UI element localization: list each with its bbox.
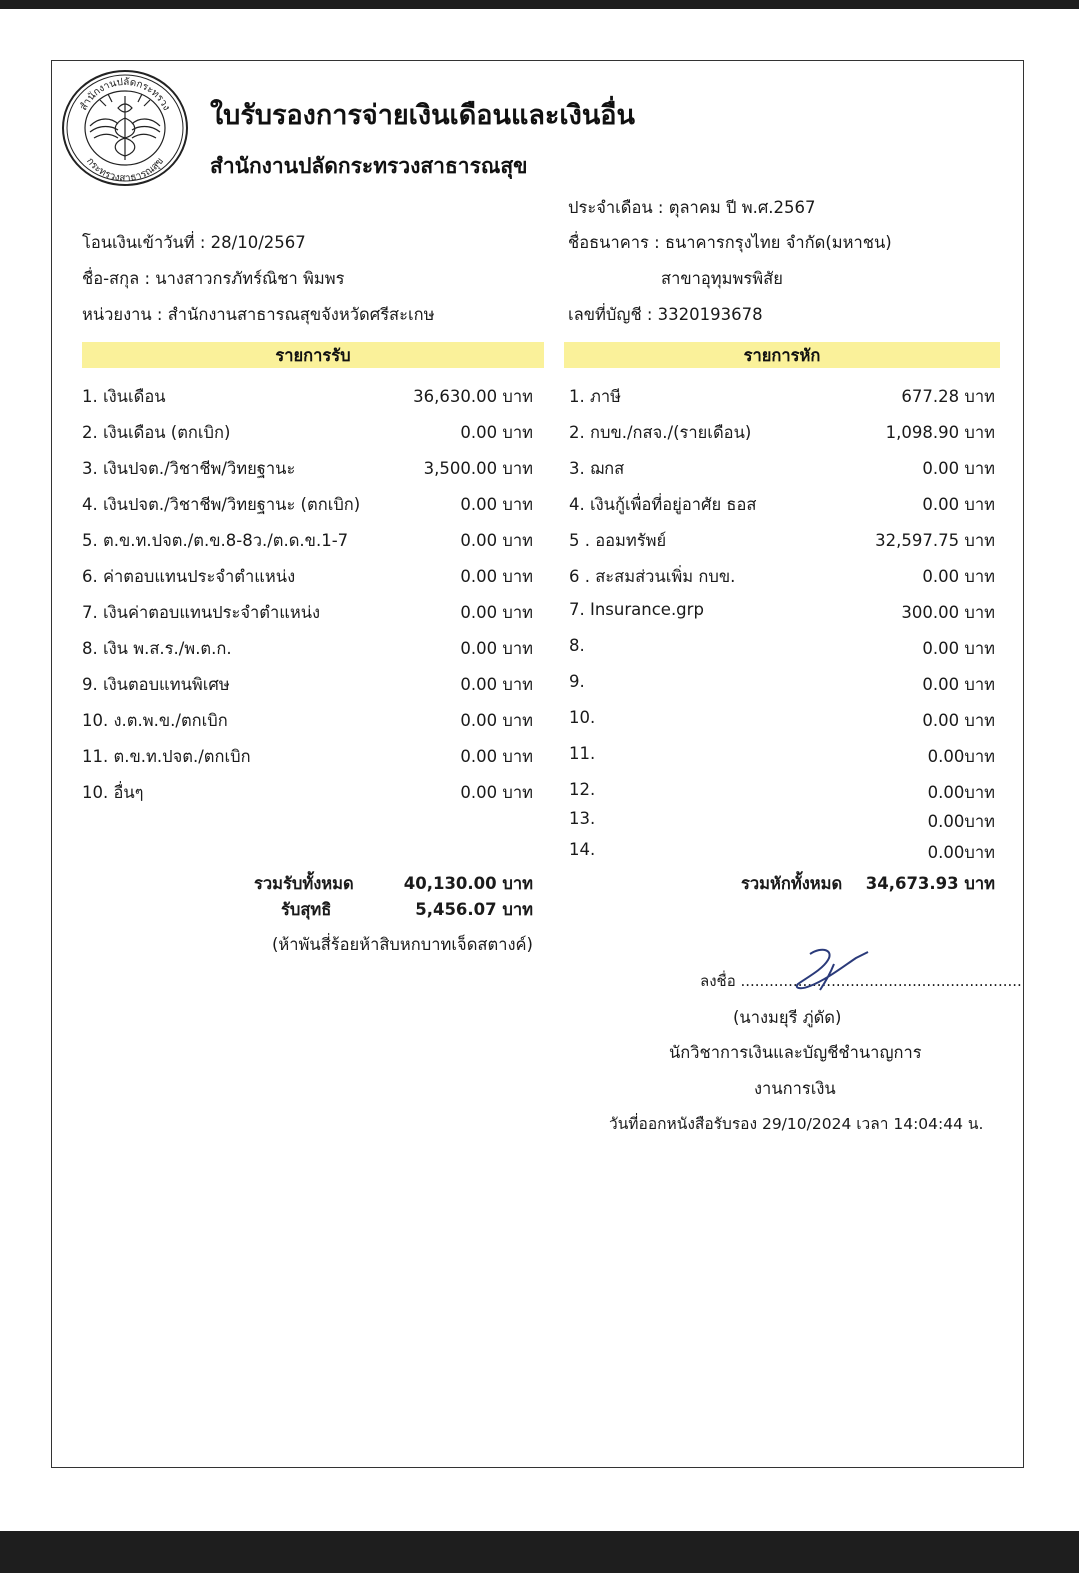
- deduction-item-label: 13.: [569, 809, 596, 828]
- deduction-row: [569, 780, 995, 810]
- income-item-label: 9. เงินตอบแทนพิเศษ: [82, 675, 230, 694]
- income-item-label: 2. เงินเดือน (ตกเบิก): [82, 423, 231, 442]
- deduction-item-label: 14.: [569, 840, 596, 859]
- deduction-row: [569, 564, 995, 594]
- sign-line: ลงชื่อ ...........................................................: [700, 972, 1022, 990]
- income-row: [82, 564, 533, 594]
- income-total-value: 40,130.00 บาท: [403, 874, 533, 893]
- seal-text-bottom: กระทรวงสาธารณสุข: [83, 155, 167, 185]
- deduction-item-amount: 0.00 บาท: [922, 495, 995, 514]
- income-row: [82, 708, 533, 738]
- income-item-amount: 0.00 บาท: [460, 675, 533, 694]
- deduction-item-label: 8.: [569, 636, 585, 655]
- ministry-seal-logo: [60, 68, 190, 188]
- deduction-item-amount: 0.00 บาท: [922, 675, 995, 694]
- deduction-item-amount: 0.00บาท: [927, 747, 995, 766]
- income-item-amount: 0.00 บาท: [460, 639, 533, 658]
- signer-department: งานการเงิน: [754, 1079, 836, 1098]
- income-row: [82, 672, 533, 702]
- account-number: เลขที่บัญชี : 3320193678: [568, 305, 763, 324]
- income-item-label: 7. เงินค่าตอบแทนประจำตำแหน่ง: [82, 603, 321, 622]
- svg-text:กระทรวงสาธารณสุข: [84, 156, 166, 184]
- deduction-row: [569, 840, 995, 870]
- deduction-row: [569, 809, 995, 839]
- handwritten-signature: [790, 944, 870, 994]
- signer-position: นักวิชาการเงินและบัญชีชำนาญการ: [669, 1043, 922, 1062]
- deduction-item-label: 3. ฌกส: [569, 459, 625, 478]
- net-pay-label: รับสุทธิ: [281, 900, 332, 919]
- deduction-item-amount: 0.00บาท: [927, 843, 995, 862]
- transfer-date: โอนเงินเข้าวันที่ : 28/10/2567: [82, 233, 306, 252]
- net-pay-words: (ห้าพันสี่ร้อยห้าสิบหกบาทเจ็ดสตางค์): [271, 935, 533, 954]
- deduction-item-amount: 300.00 บาท: [901, 603, 995, 622]
- income-total-label: รวมรับทั้งหมด: [254, 874, 354, 893]
- deduction-item-label: 4. เงินกู้เพื่อที่อยู่อาศัย ธอส: [569, 495, 757, 514]
- income-row: [82, 456, 533, 486]
- income-item-amount: 0.00 บาท: [460, 567, 533, 586]
- income-item-label: 4. เงินปจต./วิชาชีพ/วิทยฐานะ (ตกเบิก): [82, 495, 361, 514]
- deduction-item-label: 5 . ออมทรัพย์: [569, 531, 667, 550]
- income-item-amount: 0.00 บาท: [460, 603, 533, 622]
- income-row: [82, 384, 533, 414]
- document-title: ใบรับรองการจ่ายเงินเดือนและเงินอื่น: [210, 100, 635, 131]
- income-item-amount: 36,630.00 บาท: [413, 387, 533, 406]
- deduction-row: [569, 456, 995, 486]
- income-item-label: 6. ค่าตอบแทนประจำตำแหน่ง: [82, 567, 296, 586]
- deduction-item-label: 11.: [569, 744, 596, 763]
- deduction-item-label: 7. Insurance.grp: [569, 600, 704, 619]
- deduction-row: [569, 636, 995, 666]
- income-row: [82, 636, 533, 666]
- deduction-item-amount: 0.00 บาท: [922, 711, 995, 730]
- deduction-row: [569, 600, 995, 630]
- income-row: [82, 492, 533, 522]
- income-item-label: 8. เงิน พ.ส.ร./พ.ต.ก.: [82, 639, 232, 658]
- deduction-row: [569, 420, 995, 450]
- employee-name: ชื่อ-สกุล : นางสาวกรภัทร์ณิชา พิมพร: [82, 269, 345, 288]
- income-header: รายการรับ: [82, 342, 544, 368]
- deduction-row: [569, 528, 995, 558]
- income-item-amount: 0.00 บาท: [460, 495, 533, 514]
- deduction-header: รายการหัก: [564, 342, 1000, 368]
- deduction-row: [569, 744, 995, 774]
- deduction-item-amount: 32,597.75 บาท: [875, 531, 995, 550]
- issue-datetime: วันที่ออกหนังสือรับรอง 29/10/2024 เวลา 14:04:44 น.: [609, 1115, 984, 1133]
- bank-name: ชื่อธนาคาร : ธนาคารกรุงไทย จำกัด(มหาชน): [568, 233, 892, 252]
- income-item-amount: 3,500.00 บาท: [423, 459, 533, 478]
- income-item-label: 10. ง.ต.พ.ข./ตกเบิก: [82, 711, 228, 730]
- deduction-item-label: 9.: [569, 672, 585, 691]
- deduction-item-amount: 1,098.90 บาท: [885, 423, 995, 442]
- deduction-item-amount: 677.28 บาท: [901, 387, 995, 406]
- top-border-bar: [0, 0, 1079, 9]
- deduction-item-label: 12.: [569, 780, 596, 799]
- document-subtitle: สำนักงานปลัดกระทรวงสาธารณสุข: [210, 154, 528, 178]
- income-item-amount: 0.00 บาท: [460, 711, 533, 730]
- income-item-amount: 0.00 บาท: [460, 531, 533, 550]
- deduction-item-label: 1. ภาษี: [569, 387, 622, 406]
- deduction-item-label: 10.: [569, 708, 596, 727]
- income-item-label: 11. ต.ข.ท.ปจต./ตกเบิก: [82, 747, 251, 766]
- income-item-label: 3. เงินปจต./วิชาชีพ/วิทยฐานะ: [82, 459, 296, 478]
- signer-name: (นางมยุรี ภู่ดัด): [733, 1008, 842, 1027]
- deduction-item-amount: 0.00 บาท: [922, 459, 995, 478]
- pay-month: ประจำเดือน : ตุลาคม ปี พ.ศ.2567: [568, 198, 816, 217]
- deduction-row: [569, 672, 995, 702]
- income-item-label: 10. อื่นๆ: [82, 783, 144, 802]
- income-row: [82, 600, 533, 630]
- income-item-amount: 0.00 บาท: [460, 423, 533, 442]
- deduction-item-label: 6 . สะสมส่วนเพิ่ม กบข.: [569, 567, 736, 586]
- income-item-label: 5. ต.ข.ท.ปจต./ต.ข.8-8ว./ต.ด.ข.1-7: [82, 531, 349, 550]
- deduction-total-value: 34,673.93 บาท: [865, 874, 995, 893]
- income-item-label: 1. เงินเดือน: [82, 387, 166, 406]
- deduction-item-amount: 0.00 บาท: [922, 567, 995, 586]
- bottom-border-bar: [0, 1531, 1079, 1573]
- bank-branch: สาขาอุทุมพรพิสัย: [661, 269, 783, 288]
- deduction-item-label: 2. กบข./กสจ./(รายเดือน): [569, 423, 752, 442]
- deduction-total-label: รวมหักทั้งหมด: [741, 874, 843, 893]
- income-row: [82, 420, 533, 450]
- deduction-row: [569, 708, 995, 738]
- seal-text-top: สำนักงานปลัดกระทรวง: [78, 76, 172, 113]
- work-unit: หน่วยงาน : สำนักงานสาธารณสุขจังหวัดศรีสะเกษ: [82, 305, 435, 324]
- net-pay-value: 5,456.07 บาท: [415, 900, 533, 919]
- deduction-row: [569, 384, 995, 414]
- deduction-item-amount: 0.00บาท: [927, 783, 995, 802]
- income-item-amount: 0.00 บาท: [460, 783, 533, 802]
- deduction-item-amount: 0.00 บาท: [922, 639, 995, 658]
- income-row: [82, 528, 533, 558]
- deduction-item-amount: 0.00บาท: [927, 812, 995, 831]
- income-row: [82, 744, 533, 774]
- income-row: [82, 780, 533, 810]
- deduction-row: [569, 492, 995, 522]
- income-item-amount: 0.00 บาท: [460, 747, 533, 766]
